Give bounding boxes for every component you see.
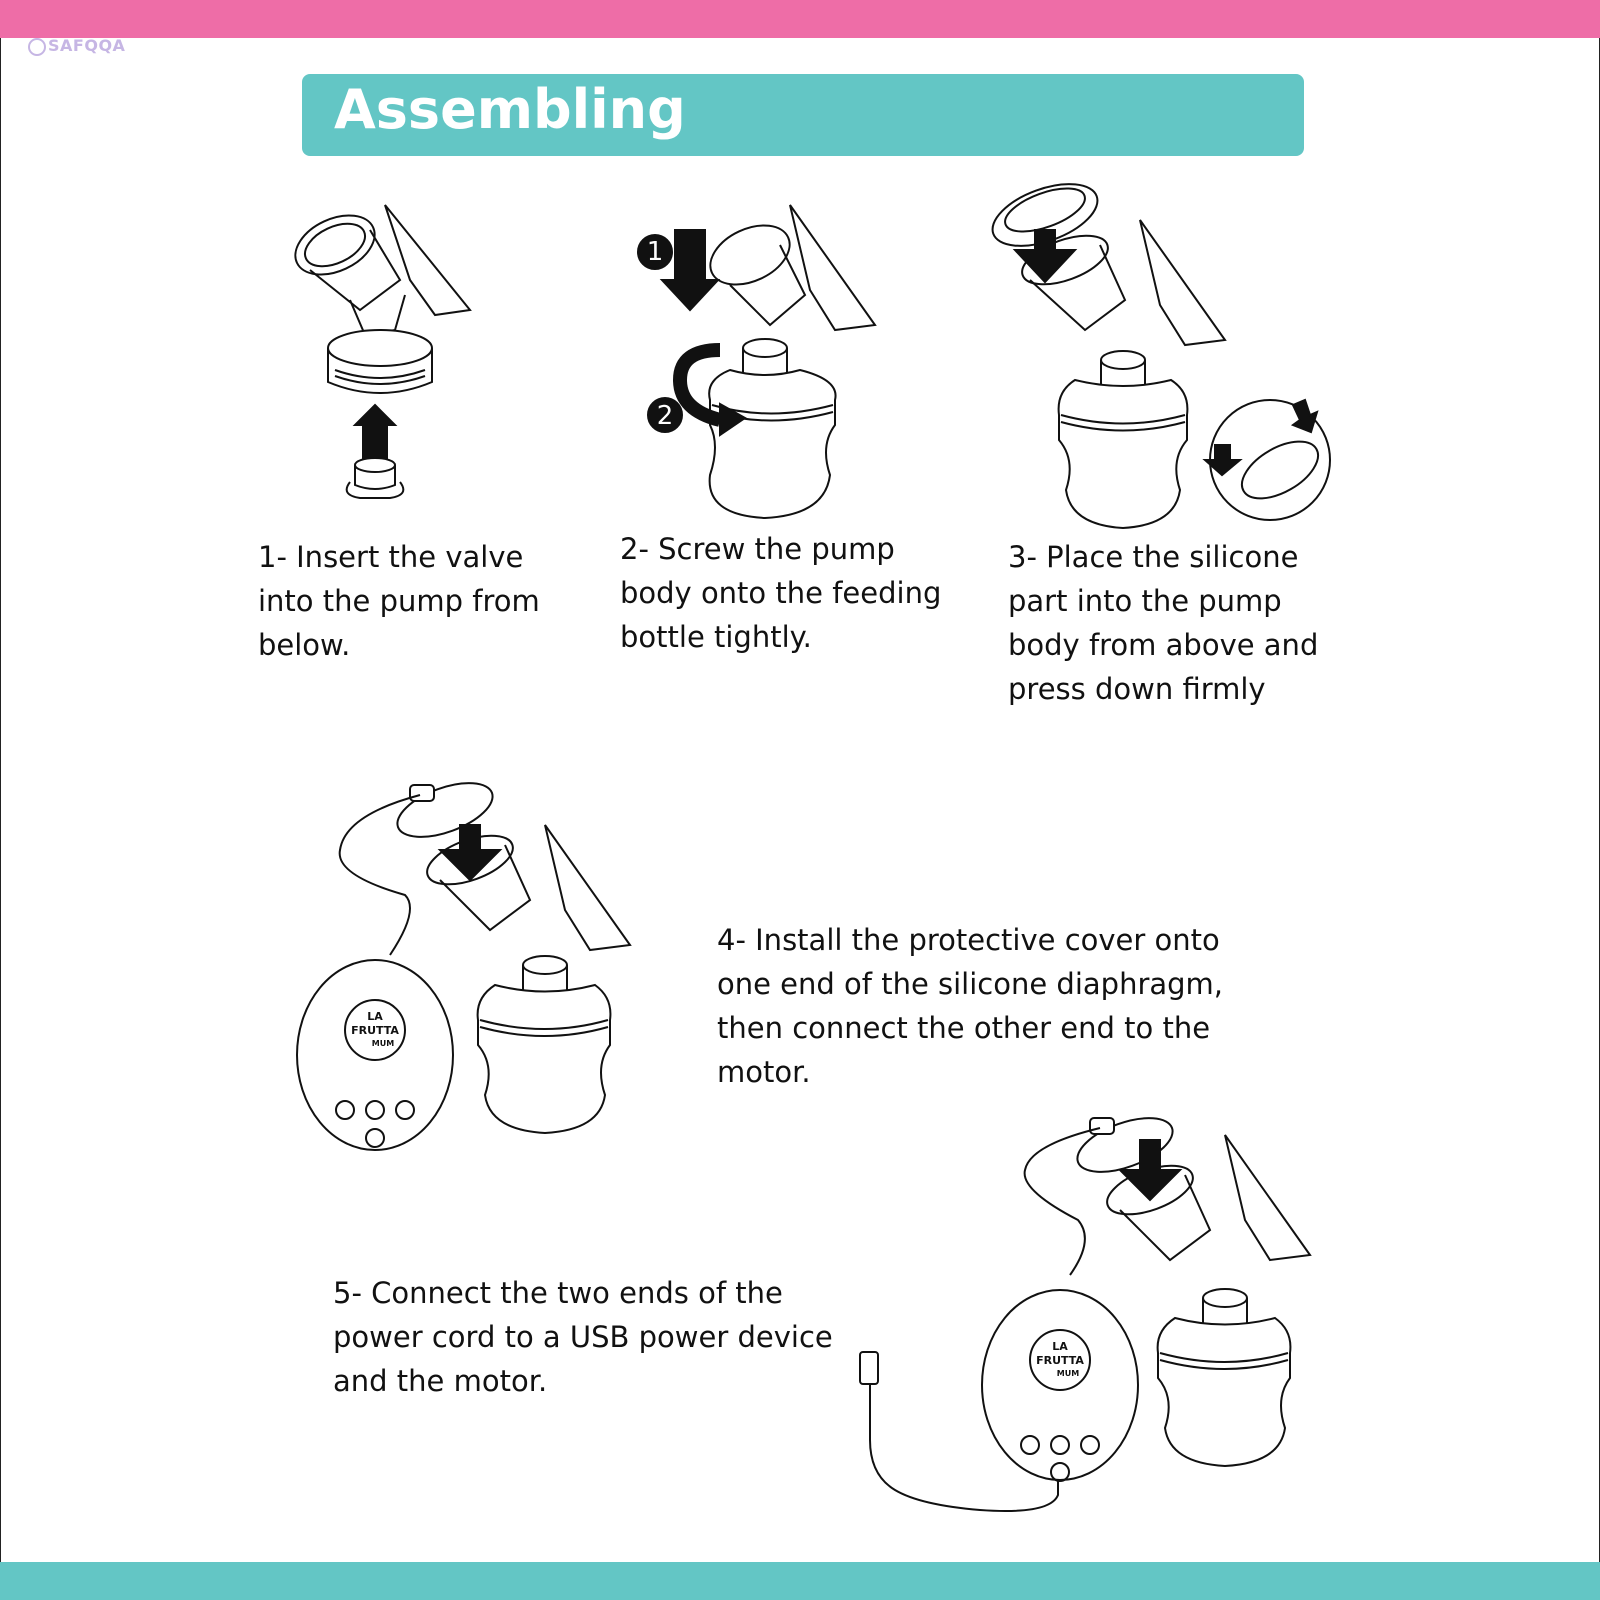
motor-logo-la-2: LA [1052, 1340, 1068, 1353]
step-5-illustration [860, 1110, 1340, 1540]
motor-logo-frutta-2: FRUTTA [1036, 1354, 1084, 1367]
motor-logo-mum-2: MUM [1056, 1369, 1080, 1378]
marker-two: 2 [656, 401, 674, 431]
motor-logo-frutta: FRUTTA [351, 1024, 399, 1037]
step-4-illustration [295, 780, 655, 1170]
motor-logo-la: LA [367, 1010, 383, 1023]
step-3-illustration [975, 170, 1335, 540]
watermark-text: SAFQQA [48, 36, 126, 55]
step-2-text: 2- Screw the pump body onto the feeding bottle tightly. [620, 532, 942, 654]
step-3-text: 3- Place the silicone part into the pump body from above and press down firmly [1008, 540, 1319, 706]
title-banner [302, 74, 1304, 156]
step-1-text: 1- Insert the valve into the pump from below. [258, 540, 540, 662]
marker-one: 1 [646, 237, 664, 267]
watermark-logo [28, 36, 125, 56]
step-1-illustration [290, 200, 480, 520]
page-title: Assembling [334, 78, 686, 141]
cart-icon [28, 38, 46, 56]
bottom-teal-bar [0, 1562, 1600, 1600]
top-pink-bar [0, 0, 1600, 38]
motor-logo-mum: MUM [371, 1039, 395, 1048]
step-4-text: 4- Install the protective cover onto one end of the silicone diaphragm, then connect the other end to the motor. [717, 923, 1224, 1089]
step-5-text: 5- Connect the two ends of the power cord to a USB power device and the motor. [333, 1276, 833, 1398]
step-2-illustration [640, 200, 880, 530]
